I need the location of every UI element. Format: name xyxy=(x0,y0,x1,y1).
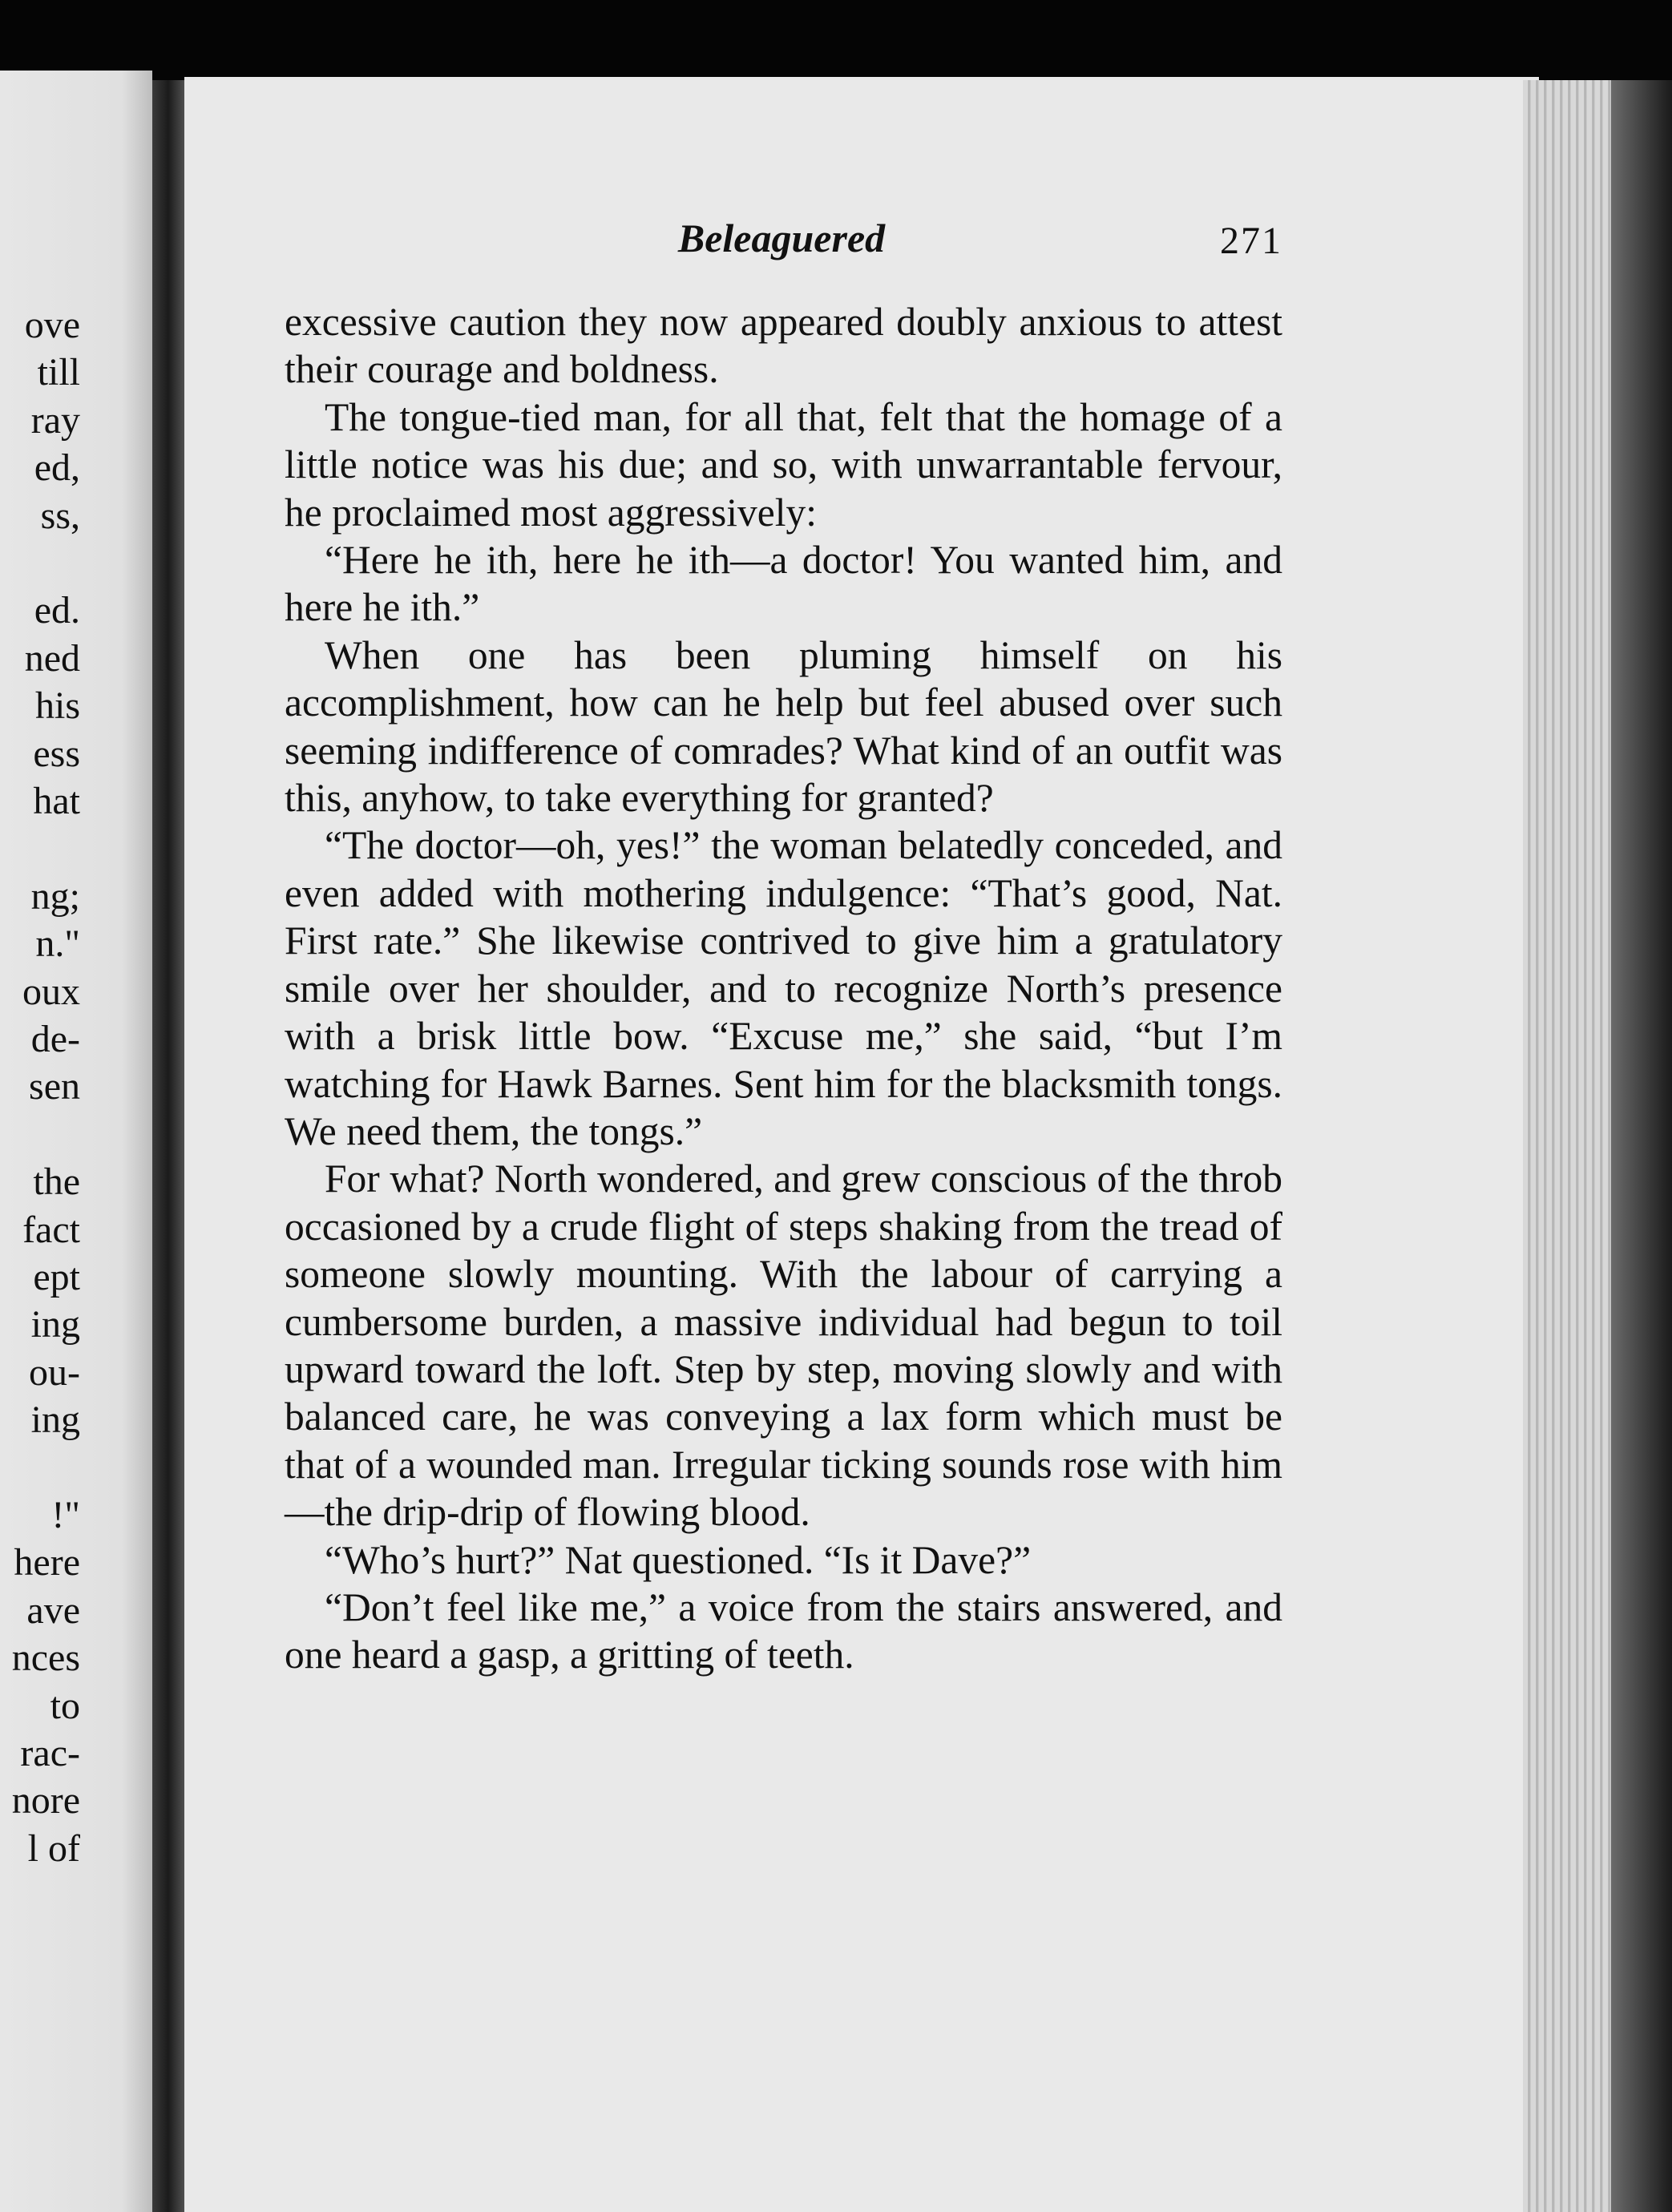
left-page-line-fragment: ing xyxy=(30,1399,80,1442)
left-page-line-fragment: ed. xyxy=(34,589,80,632)
left-page-line-fragment: his xyxy=(34,684,80,728)
page-number: 271 xyxy=(1220,220,1282,262)
left-page-line-fragment: de- xyxy=(30,1018,80,1060)
left-page-line-fragment: hat xyxy=(33,780,80,822)
paragraph: When one has been pluming himself on his accomplishment, how can he help but feel abused over such seeming indifference of comrades? What kind of an outfit was this, anyhow, to take everything for granted? xyxy=(285,632,1282,821)
left-page-line-fragment: l of xyxy=(27,1827,80,1870)
left-page-line-fragment: ess xyxy=(33,732,80,775)
left-page-line-fragment: till xyxy=(37,351,80,394)
paragraph: “The doctor—oh, yes!” the woman belatedly conceded, and even added with mothering indulgence: “That’s good, Nat. First rate.” She likewise contrived to give him a gratulatory smile over her shoulder, and to recognize North’s presence with a brisk little bow. “Excuse me,” she said, “but I’m watching for Hawk Barnes. Sent him for the blacksmith tongs. We need them, the tongs.” xyxy=(285,823,1282,1153)
left-page-line-fragment: ed, xyxy=(34,446,80,490)
paragraph: “Don’t feel like me,” a voice from the stairs answered, and one heard a gasp, a gritting of teeth. xyxy=(285,1584,1282,1677)
paragraph: The tongue-tied man, for all that, felt that the homage of a little notice was his due; and so, with unwarrantable fervour, he proclaimed most aggressively: xyxy=(285,394,1282,535)
left-page-line-fragment: nces xyxy=(11,1637,80,1680)
paragraph: “Here he ith, here he ith—a doctor! You wanted him, and here he ith.” xyxy=(285,538,1282,630)
left-page-line-fragment: !" xyxy=(51,1494,80,1536)
paragraph: For what? North wondered, and grew conscious of the throb occasioned by a crude flight of steps shaking from the tread of someone slowly mounting. With the labour of carrying a cumbersome burden, a massive individual had begun to toil upward toward the loft. Step by step, moving slowly and with balanced care, he was conveying a lax form which must be that of a wounded man. Irregular ticking sounds rose with him—the drip-drip of flowing blood. xyxy=(285,1156,1282,1535)
page-header xyxy=(281,210,1282,266)
left-page-line-fragment: sen xyxy=(29,1065,80,1108)
page-edge-shadow xyxy=(1611,80,1672,2212)
left-page-line-fragment: ave xyxy=(26,1588,80,1632)
left-page xyxy=(0,71,152,2212)
left-page-line-fragment: ng; xyxy=(30,874,80,918)
left-page-line-fragment: rac- xyxy=(20,1732,80,1774)
left-page-line-fragment: ss, xyxy=(40,494,80,537)
body-text xyxy=(285,298,1282,1679)
left-page-line-fragment: to xyxy=(50,1684,80,1727)
left-page-line-fragment: n." xyxy=(35,922,80,966)
left-page-line-fragment: fact xyxy=(22,1208,80,1251)
left-page-line-fragment: ray xyxy=(30,398,80,442)
left-page-line-fragment: ou- xyxy=(29,1350,80,1394)
left-page-line-fragment: nore xyxy=(11,1779,80,1822)
running-head: Beleaguered xyxy=(677,216,886,260)
left-page-line-fragment: ove xyxy=(24,304,80,346)
paragraph: excessive caution they now appeared doubly anxious to attest their courage and boldness. xyxy=(285,300,1282,392)
left-page-line-fragment: the xyxy=(33,1160,80,1204)
left-page-line-fragment: ned xyxy=(24,636,80,680)
paragraph: “Who’s hurt?” Nat questioned. “Is it Dave?” xyxy=(325,1537,1032,1582)
left-page-line-fragment: ept xyxy=(33,1256,80,1298)
left-page-line-fragment: here xyxy=(14,1541,80,1584)
page-edges xyxy=(1523,80,1611,2212)
left-page-line-fragment: ing xyxy=(30,1303,80,1346)
left-page-line-fragment: oux xyxy=(22,970,80,1013)
